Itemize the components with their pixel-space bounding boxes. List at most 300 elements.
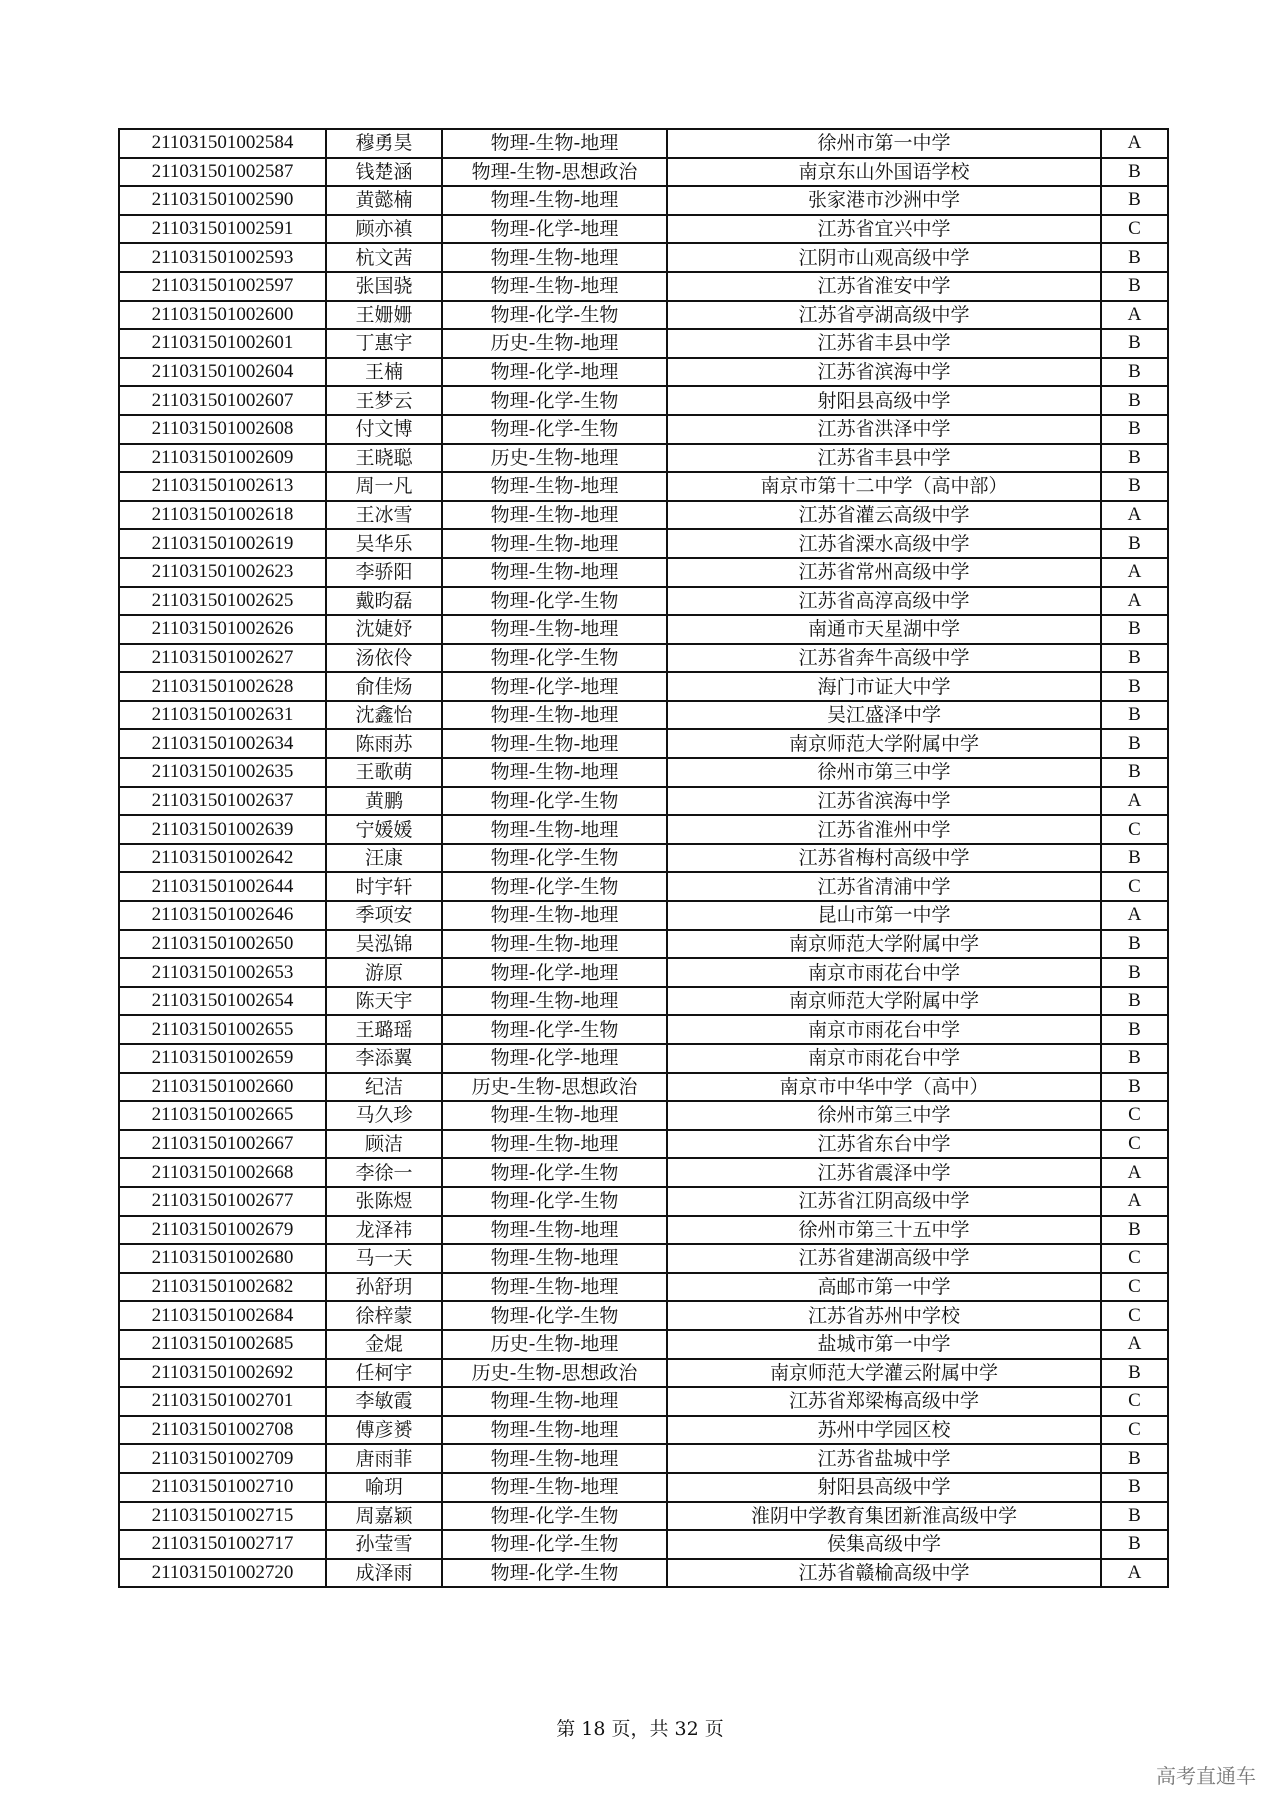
table-row	[119, 1301, 1168, 1330]
candidate-id-cell: 211031501002665	[119, 1101, 326, 1130]
subject-combination-cell: 物理-生物-地理	[442, 272, 667, 301]
subject-combination-cell: 物理-生物-地理	[442, 1216, 667, 1245]
school-name-cell: 南京市雨花台中学	[667, 1015, 1101, 1044]
grade-cell: B	[1101, 1530, 1168, 1559]
candidate-id-cell: 211031501002623	[119, 558, 326, 587]
student-name-cell: 顾洁	[326, 1130, 442, 1159]
roster-table-body	[119, 129, 1168, 1587]
subject-combination-cell: 物理-化学-生物	[442, 844, 667, 873]
school-name-cell: 江苏省建湖高级中学	[667, 1244, 1101, 1273]
grade-cell: B	[1101, 1473, 1168, 1502]
table-row	[119, 1216, 1168, 1245]
school-name-cell: 江苏省灌云高级中学	[667, 501, 1101, 530]
grade-cell: B	[1101, 1359, 1168, 1388]
candidate-id-cell: 211031501002646	[119, 901, 326, 930]
student-name-cell: 马一天	[326, 1244, 442, 1273]
student-name-cell: 徐梓蒙	[326, 1301, 442, 1330]
grade-cell: B	[1101, 1073, 1168, 1102]
grade-cell: B	[1101, 1502, 1168, 1531]
grade-cell: C	[1101, 1273, 1168, 1302]
subject-combination-cell: 物理-生物-地理	[442, 615, 667, 644]
student-name-cell: 吴华乐	[326, 529, 442, 558]
student-name-cell: 周一凡	[326, 472, 442, 501]
subject-combination-cell: 物理-生物-地理	[442, 901, 667, 930]
table-row	[119, 1158, 1168, 1187]
grade-cell: B	[1101, 415, 1168, 444]
grade-cell: C	[1101, 1416, 1168, 1445]
school-name-cell: 江苏省亭湖高级中学	[667, 301, 1101, 330]
student-name-cell: 喻玥	[326, 1473, 442, 1502]
table-row	[119, 729, 1168, 758]
student-name-cell: 王璐瑶	[326, 1015, 442, 1044]
candidate-id-cell: 211031501002642	[119, 844, 326, 873]
grade-cell: B	[1101, 644, 1168, 673]
table-row	[119, 301, 1168, 330]
subject-combination-cell: 物理-生物-地理	[442, 758, 667, 787]
student-name-cell: 李添翼	[326, 1044, 442, 1073]
school-name-cell: 张家港市沙洲中学	[667, 186, 1101, 215]
grade-cell: B	[1101, 358, 1168, 387]
subject-combination-cell: 物理-化学-生物	[442, 1530, 667, 1559]
subject-combination-cell: 物理-生物-地理	[442, 529, 667, 558]
table-row	[119, 1073, 1168, 1102]
candidate-id-cell: 211031501002618	[119, 501, 326, 530]
subject-combination-cell: 物理-化学-生物	[442, 1015, 667, 1044]
subject-combination-cell: 物理-化学-生物	[442, 415, 667, 444]
school-name-cell: 南通市天星湖中学	[667, 615, 1101, 644]
grade-cell: B	[1101, 386, 1168, 415]
table-row	[119, 1273, 1168, 1302]
subject-combination-cell: 物理-生物-地理	[442, 1444, 667, 1473]
table-row	[119, 787, 1168, 816]
subject-combination-cell: 物理-化学-地理	[442, 958, 667, 987]
grade-cell: B	[1101, 1015, 1168, 1044]
candidate-id-cell: 211031501002591	[119, 215, 326, 244]
student-name-cell: 付文博	[326, 415, 442, 444]
grade-cell: B	[1101, 272, 1168, 301]
table-row	[119, 587, 1168, 616]
table-row	[119, 701, 1168, 730]
student-name-cell: 黄懿楠	[326, 186, 442, 215]
school-name-cell: 徐州市第三中学	[667, 1101, 1101, 1130]
subject-combination-cell: 物理-化学-生物	[442, 386, 667, 415]
candidate-id-cell: 211031501002584	[119, 129, 326, 158]
school-name-cell: 淮阴中学教育集团新淮高级中学	[667, 1502, 1101, 1531]
subject-combination-cell: 物理-生物-地理	[442, 186, 667, 215]
school-name-cell: 徐州市第三十五中学	[667, 1216, 1101, 1245]
roster-table	[118, 128, 1169, 1588]
student-name-cell: 丁惠宇	[326, 329, 442, 358]
student-name-cell: 王冰雪	[326, 501, 442, 530]
candidate-id-cell: 211031501002709	[119, 1444, 326, 1473]
table-row	[119, 987, 1168, 1016]
candidate-id-cell: 211031501002631	[119, 701, 326, 730]
grade-cell: A	[1101, 129, 1168, 158]
subject-combination-cell: 历史-生物-地理	[442, 444, 667, 473]
grade-cell: C	[1101, 1244, 1168, 1273]
subject-combination-cell: 物理-生物-地理	[442, 501, 667, 530]
candidate-id-cell: 211031501002660	[119, 1073, 326, 1102]
school-name-cell: 江苏省宜兴中学	[667, 215, 1101, 244]
grade-cell: B	[1101, 1044, 1168, 1073]
grade-cell: A	[1101, 1559, 1168, 1588]
table-row	[119, 558, 1168, 587]
student-name-cell: 王歌萌	[326, 758, 442, 787]
school-name-cell: 南京师范大学附属中学	[667, 729, 1101, 758]
table-row	[119, 1502, 1168, 1531]
candidate-id-cell: 211031501002655	[119, 1015, 326, 1044]
table-row	[119, 329, 1168, 358]
grade-cell: C	[1101, 215, 1168, 244]
subject-combination-cell: 物理-化学-生物	[442, 872, 667, 901]
grade-cell: C	[1101, 1130, 1168, 1159]
table-row	[119, 1387, 1168, 1416]
subject-combination-cell: 物理-化学-生物	[442, 1187, 667, 1216]
subject-combination-cell: 物理-生物-地理	[442, 129, 667, 158]
table-row	[119, 501, 1168, 530]
subject-combination-cell: 物理-生物-地理	[442, 1416, 667, 1445]
student-name-cell: 陈天宇	[326, 987, 442, 1016]
grade-cell: A	[1101, 901, 1168, 930]
subject-combination-cell: 物理-生物-地理	[442, 1130, 667, 1159]
school-name-cell: 江苏省梅村高级中学	[667, 844, 1101, 873]
table-row	[119, 758, 1168, 787]
table-row	[119, 958, 1168, 987]
candidate-id-cell: 211031501002682	[119, 1273, 326, 1302]
subject-combination-cell: 物理-生物-地理	[442, 1101, 667, 1130]
table-row	[119, 901, 1168, 930]
table-row	[119, 529, 1168, 558]
school-name-cell: 江苏省奔牛高级中学	[667, 644, 1101, 673]
grade-cell: A	[1101, 301, 1168, 330]
school-name-cell: 江苏省震泽中学	[667, 1158, 1101, 1187]
grade-cell: B	[1101, 701, 1168, 730]
grade-cell: B	[1101, 987, 1168, 1016]
school-name-cell: 射阳县高级中学	[667, 1473, 1101, 1502]
student-name-cell: 汪康	[326, 844, 442, 873]
table-row	[119, 644, 1168, 673]
student-name-cell: 顾亦禛	[326, 215, 442, 244]
student-name-cell: 王晓聪	[326, 444, 442, 473]
table-row	[119, 444, 1168, 473]
table-row	[119, 358, 1168, 387]
student-name-cell: 孙莹雪	[326, 1530, 442, 1559]
grade-cell: C	[1101, 1101, 1168, 1130]
watermark-text: 高考直通车	[1156, 1764, 1256, 1788]
candidate-id-cell: 211031501002717	[119, 1530, 326, 1559]
school-name-cell: 南京市第十二中学（高中部）	[667, 472, 1101, 501]
table-row	[119, 1416, 1168, 1445]
candidate-id-cell: 211031501002677	[119, 1187, 326, 1216]
grade-cell: A	[1101, 501, 1168, 530]
candidate-id-cell: 211031501002650	[119, 930, 326, 959]
school-name-cell: 南京市雨花台中学	[667, 958, 1101, 987]
student-name-cell: 陈雨苏	[326, 729, 442, 758]
student-name-cell: 钱楚涵	[326, 158, 442, 187]
subject-combination-cell: 物理-生物-地理	[442, 472, 667, 501]
school-name-cell: 徐州市第三中学	[667, 758, 1101, 787]
candidate-id-cell: 211031501002708	[119, 1416, 326, 1445]
table-row	[119, 386, 1168, 415]
candidate-id-cell: 211031501002628	[119, 672, 326, 701]
school-name-cell: 吴江盛泽中学	[667, 701, 1101, 730]
subject-combination-cell: 物理-化学-生物	[442, 787, 667, 816]
candidate-id-cell: 211031501002679	[119, 1216, 326, 1245]
page-indicator: 第 18 页，共 32 页	[556, 1718, 724, 1740]
student-name-cell: 游原	[326, 958, 442, 987]
subject-combination-cell: 物理-生物-地理	[442, 558, 667, 587]
student-name-cell: 时宇轩	[326, 872, 442, 901]
candidate-id-cell: 211031501002627	[119, 644, 326, 673]
subject-combination-cell: 物理-生物-地理	[442, 1273, 667, 1302]
student-name-cell: 俞佳炀	[326, 672, 442, 701]
subject-combination-cell: 物理-化学-地理	[442, 358, 667, 387]
table-row	[119, 815, 1168, 844]
candidate-id-cell: 211031501002654	[119, 987, 326, 1016]
school-name-cell: 射阳县高级中学	[667, 386, 1101, 415]
subject-combination-cell: 物理-生物-地理	[442, 701, 667, 730]
school-name-cell: 侯集高级中学	[667, 1530, 1101, 1559]
candidate-id-cell: 211031501002715	[119, 1502, 326, 1531]
candidate-id-cell: 211031501002600	[119, 301, 326, 330]
subject-combination-cell: 物理-生物-思想政治	[442, 158, 667, 187]
subject-combination-cell: 物理-生物-地理	[442, 729, 667, 758]
school-name-cell: 南京市中华中学（高中）	[667, 1073, 1101, 1102]
subject-combination-cell: 物理-化学-生物	[442, 1559, 667, 1588]
grade-cell: B	[1101, 472, 1168, 501]
grade-cell: C	[1101, 815, 1168, 844]
candidate-id-cell: 211031501002685	[119, 1330, 326, 1359]
student-name-cell: 孙舒玥	[326, 1273, 442, 1302]
table-row	[119, 1530, 1168, 1559]
table-row	[119, 1130, 1168, 1159]
subject-combination-cell: 物理-生物-地理	[442, 243, 667, 272]
grade-cell: B	[1101, 529, 1168, 558]
grade-cell: B	[1101, 1444, 1168, 1473]
subject-combination-cell: 物理-生物-地理	[442, 930, 667, 959]
grade-cell: B	[1101, 844, 1168, 873]
student-name-cell: 黄鹏	[326, 787, 442, 816]
school-name-cell: 南京师范大学灌云附属中学	[667, 1359, 1101, 1388]
candidate-id-cell: 211031501002720	[119, 1559, 326, 1588]
table-row	[119, 1559, 1168, 1588]
grade-cell: B	[1101, 158, 1168, 187]
table-row	[119, 186, 1168, 215]
subject-combination-cell: 物理-化学-生物	[442, 587, 667, 616]
table-row	[119, 1444, 1168, 1473]
student-name-cell: 沈鑫怡	[326, 701, 442, 730]
school-name-cell: 江苏省丰县中学	[667, 329, 1101, 358]
student-name-cell: 王梦云	[326, 386, 442, 415]
school-name-cell: 江苏省高淳高级中学	[667, 587, 1101, 616]
candidate-id-cell: 211031501002625	[119, 587, 326, 616]
candidate-id-cell: 211031501002593	[119, 243, 326, 272]
school-name-cell: 江苏省洪泽中学	[667, 415, 1101, 444]
school-name-cell: 海门市证大中学	[667, 672, 1101, 701]
school-name-cell: 江苏省滨海中学	[667, 787, 1101, 816]
table-row	[119, 1473, 1168, 1502]
grade-cell: B	[1101, 930, 1168, 959]
table-row	[119, 1359, 1168, 1388]
subject-combination-cell: 物理-化学-生物	[442, 1158, 667, 1187]
grade-cell: B	[1101, 672, 1168, 701]
student-name-cell: 穆勇昊	[326, 129, 442, 158]
candidate-id-cell: 211031501002701	[119, 1387, 326, 1416]
student-name-cell: 李徐一	[326, 1158, 442, 1187]
student-name-cell: 戴昀磊	[326, 587, 442, 616]
school-name-cell: 江苏省常州高级中学	[667, 558, 1101, 587]
student-name-cell: 任柯宇	[326, 1359, 442, 1388]
school-name-cell: 江苏省溧水高级中学	[667, 529, 1101, 558]
table-row	[119, 272, 1168, 301]
table-row	[119, 415, 1168, 444]
grade-cell: B	[1101, 243, 1168, 272]
student-name-cell: 张国骁	[326, 272, 442, 301]
school-name-cell: 江苏省东台中学	[667, 1130, 1101, 1159]
school-name-cell: 江苏省滨海中学	[667, 358, 1101, 387]
grade-cell: B	[1101, 1216, 1168, 1245]
grade-cell: C	[1101, 1301, 1168, 1330]
subject-combination-cell: 物理-生物-地理	[442, 1473, 667, 1502]
school-name-cell: 昆山市第一中学	[667, 901, 1101, 930]
student-name-cell: 汤依伶	[326, 644, 442, 673]
grade-cell: A	[1101, 1330, 1168, 1359]
candidate-id-cell: 211031501002710	[119, 1473, 326, 1502]
candidate-id-cell: 211031501002680	[119, 1244, 326, 1273]
candidate-id-cell: 211031501002608	[119, 415, 326, 444]
student-name-cell: 唐雨菲	[326, 1444, 442, 1473]
candidate-id-cell: 211031501002639	[119, 815, 326, 844]
candidate-id-cell: 211031501002604	[119, 358, 326, 387]
table-row	[119, 615, 1168, 644]
student-name-cell: 龙泽祎	[326, 1216, 442, 1245]
student-name-cell: 周嘉颖	[326, 1502, 442, 1531]
table-row	[119, 1187, 1168, 1216]
table-row	[119, 472, 1168, 501]
grade-cell: B	[1101, 329, 1168, 358]
student-name-cell: 王楠	[326, 358, 442, 387]
grade-cell: B	[1101, 958, 1168, 987]
candidate-id-cell: 211031501002635	[119, 758, 326, 787]
candidate-id-cell: 211031501002644	[119, 872, 326, 901]
candidate-id-cell: 211031501002659	[119, 1044, 326, 1073]
subject-combination-cell: 物理-生物-地理	[442, 1387, 667, 1416]
subject-combination-cell: 物理-化学-生物	[442, 301, 667, 330]
grade-cell: C	[1101, 872, 1168, 901]
candidate-id-cell: 211031501002619	[119, 529, 326, 558]
candidate-id-cell: 211031501002601	[119, 329, 326, 358]
table-row	[119, 844, 1168, 873]
candidate-id-cell: 211031501002653	[119, 958, 326, 987]
school-name-cell: 高邮市第一中学	[667, 1273, 1101, 1302]
school-name-cell: 徐州市第一中学	[667, 129, 1101, 158]
table-row	[119, 930, 1168, 959]
table-row	[119, 1044, 1168, 1073]
student-name-cell: 纪洁	[326, 1073, 442, 1102]
candidate-id-cell: 211031501002637	[119, 787, 326, 816]
student-name-cell: 宁媛媛	[326, 815, 442, 844]
table-row	[119, 1244, 1168, 1273]
subject-combination-cell: 物理-生物-地理	[442, 987, 667, 1016]
school-name-cell: 江苏省丰县中学	[667, 444, 1101, 473]
school-name-cell: 江苏省苏州中学校	[667, 1301, 1101, 1330]
student-name-cell: 李骄阳	[326, 558, 442, 587]
candidate-id-cell: 211031501002587	[119, 158, 326, 187]
candidate-id-cell: 211031501002607	[119, 386, 326, 415]
table-row	[119, 1101, 1168, 1130]
school-name-cell: 江苏省郑梁梅高级中学	[667, 1387, 1101, 1416]
grade-cell: A	[1101, 1158, 1168, 1187]
student-name-cell: 傅彦赟	[326, 1416, 442, 1445]
grade-cell: B	[1101, 615, 1168, 644]
school-name-cell: 南京市雨花台中学	[667, 1044, 1101, 1073]
grade-cell: B	[1101, 186, 1168, 215]
school-name-cell: 江苏省盐城中学	[667, 1444, 1101, 1473]
student-name-cell: 李敏霞	[326, 1387, 442, 1416]
school-name-cell: 江苏省淮州中学	[667, 815, 1101, 844]
subject-combination-cell: 历史-生物-地理	[442, 1330, 667, 1359]
student-name-cell: 马久珍	[326, 1101, 442, 1130]
candidate-id-cell: 211031501002684	[119, 1301, 326, 1330]
candidate-id-cell: 211031501002609	[119, 444, 326, 473]
subject-combination-cell: 物理-化学-生物	[442, 644, 667, 673]
student-name-cell: 金焜	[326, 1330, 442, 1359]
table-row	[119, 1330, 1168, 1359]
school-name-cell: 苏州中学园区校	[667, 1416, 1101, 1445]
subject-combination-cell: 物理-化学-生物	[442, 1301, 667, 1330]
table-row	[119, 672, 1168, 701]
candidate-id-cell: 211031501002667	[119, 1130, 326, 1159]
subject-combination-cell: 物理-生物-地理	[442, 815, 667, 844]
table-row	[119, 243, 1168, 272]
subject-combination-cell: 物理-化学-生物	[442, 1502, 667, 1531]
subject-combination-cell: 物理-化学-地理	[442, 215, 667, 244]
school-name-cell: 江苏省淮安中学	[667, 272, 1101, 301]
subject-combination-cell: 物理-化学-地理	[442, 672, 667, 701]
candidate-id-cell: 211031501002634	[119, 729, 326, 758]
student-name-cell: 季项安	[326, 901, 442, 930]
candidate-id-cell: 211031501002692	[119, 1359, 326, 1388]
school-name-cell: 盐城市第一中学	[667, 1330, 1101, 1359]
grade-cell: C	[1101, 1387, 1168, 1416]
school-name-cell: 江苏省江阴高级中学	[667, 1187, 1101, 1216]
table-row	[119, 1015, 1168, 1044]
grade-cell: B	[1101, 729, 1168, 758]
student-name-cell: 沈婕妤	[326, 615, 442, 644]
table-row	[119, 158, 1168, 187]
grade-cell: B	[1101, 444, 1168, 473]
grade-cell: A	[1101, 787, 1168, 816]
table-row	[119, 872, 1168, 901]
grade-cell: A	[1101, 558, 1168, 587]
subject-combination-cell: 历史-生物-思想政治	[442, 1359, 667, 1388]
school-name-cell: 江苏省赣榆高级中学	[667, 1559, 1101, 1588]
candidate-id-cell: 211031501002668	[119, 1158, 326, 1187]
grade-cell: A	[1101, 1187, 1168, 1216]
table-row	[119, 129, 1168, 158]
school-name-cell: 江苏省清浦中学	[667, 872, 1101, 901]
grade-cell: B	[1101, 758, 1168, 787]
candidate-id-cell: 211031501002597	[119, 272, 326, 301]
subject-combination-cell: 历史-生物-地理	[442, 329, 667, 358]
school-name-cell: 南京师范大学附属中学	[667, 930, 1101, 959]
student-name-cell: 张陈煜	[326, 1187, 442, 1216]
candidate-id-cell: 211031501002626	[119, 615, 326, 644]
student-name-cell: 吴泓锦	[326, 930, 442, 959]
subject-combination-cell: 历史-生物-思想政治	[442, 1073, 667, 1102]
school-name-cell: 南京师范大学附属中学	[667, 987, 1101, 1016]
grade-cell: A	[1101, 587, 1168, 616]
